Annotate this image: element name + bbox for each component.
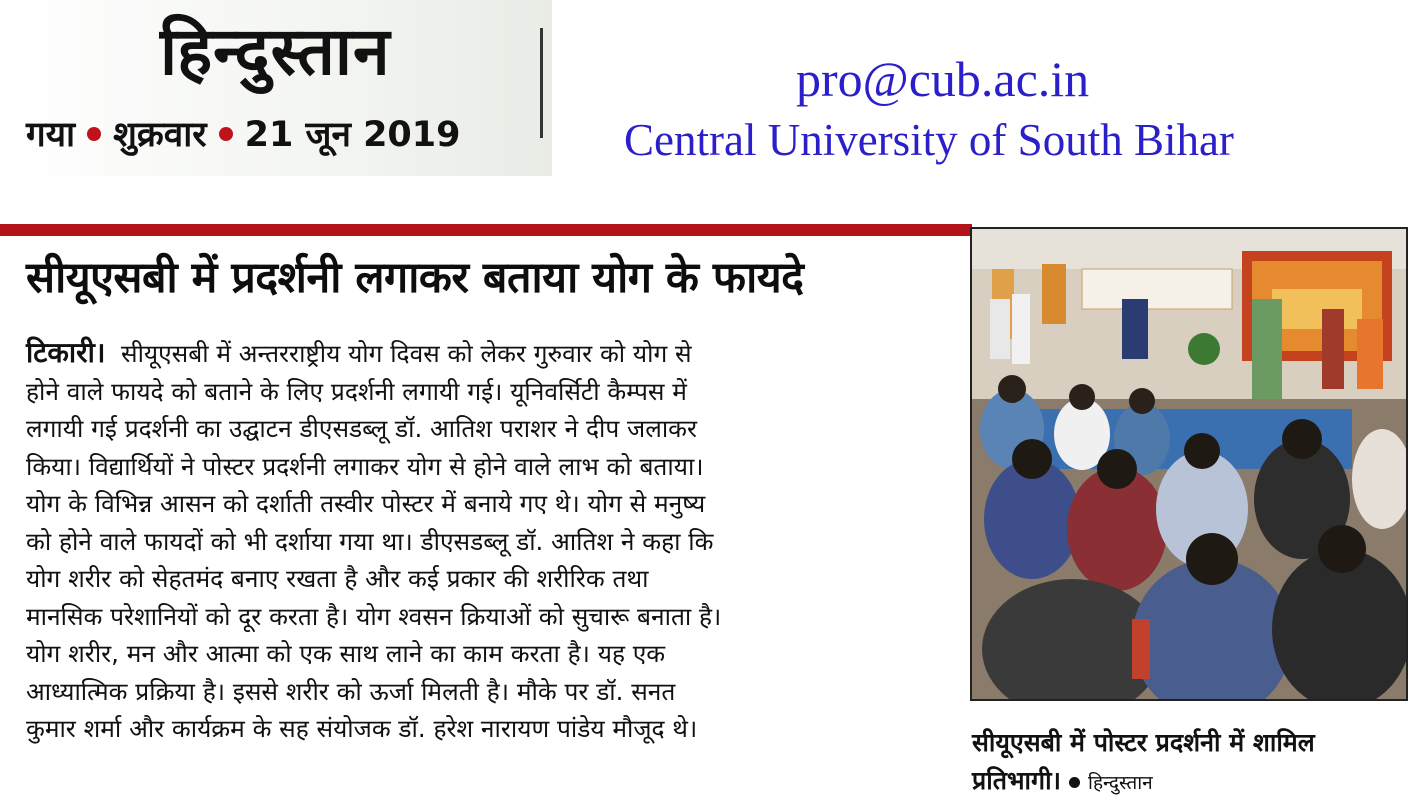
bullet-icon bbox=[219, 127, 233, 141]
newspaper-masthead bbox=[0, 0, 552, 176]
article-line: टिकारी। सीयूएसबी में अन्तरराष्ट्रीय योग दिवस को लेकर गुरुवार को योग से bbox=[26, 336, 692, 369]
event-photo bbox=[970, 227, 1408, 701]
organization-name: Central University of South Bihar bbox=[624, 115, 1234, 165]
article-body bbox=[26, 334, 946, 748]
photo-credit: हिन्दुस्तान bbox=[1088, 772, 1153, 794]
edition-date: 21 जून 2019 bbox=[244, 115, 461, 155]
event-photo-illustration bbox=[972, 229, 1406, 699]
article-line: को होने वाले फायदों को भी दर्शाया गया था। डीएसडब्लू डॉ. आतिश ने कहा कि bbox=[26, 526, 714, 556]
article-line: मानसिक परेशानियों को दूर करता है। योग श्वसन क्रियाओं को सुचारू बनाता है। bbox=[26, 601, 722, 631]
article-line: योग शरीर, मन और आत्मा को एक साथ लाने का काम करता है। यह एक bbox=[26, 639, 666, 668]
article-line: किया। विद्यार्थियों ने पोस्टर प्रदर्शनी लगाकर योग से होने वाले लाभ को बताया। bbox=[26, 451, 704, 481]
edition-dateline bbox=[26, 110, 461, 157]
photo-caption bbox=[972, 724, 1412, 802]
edition-city: गया bbox=[26, 115, 76, 155]
caption-line: सीयूएसबी में पोस्टर प्रदर्शनी में शामिल bbox=[972, 728, 1315, 757]
edition-day: शुक्रवार bbox=[113, 115, 207, 155]
article-dateline: टिकारी। bbox=[26, 336, 106, 369]
caption-line: प्रतिभागी। हिन्दुस्तान bbox=[972, 766, 1153, 795]
article-line: योग के विभिन्न आसन को दर्शाती तस्वीर पोस्टर में बनाये गए थे। योग से मनुष्य bbox=[26, 489, 706, 518]
article-line: आध्यात्मिक प्रक्रिया है। इससे शरीर को ऊर्जा मिलती है। मौके पर डॉ. सनत bbox=[26, 676, 676, 706]
article-headline: सीयूएसबी में प्रदर्शनी लगाकर बताया योग के फायदे bbox=[26, 253, 804, 303]
article-line: लगायी गई प्रदर्शनी का उद्घाटन डीएसडब्लू डॉ. आतिश पराशर ने दीप जलाकर bbox=[26, 414, 698, 443]
bullet-icon bbox=[87, 127, 101, 141]
article-line: कुमार शर्मा और कार्यक्रम के सह संयोजक डॉ. हरेश नारायण पांडेय मौजूद थे। bbox=[26, 714, 698, 743]
masthead-divider bbox=[540, 28, 543, 138]
newspaper-title: हिन्दुस्तान bbox=[160, 12, 391, 90]
article-line: योग शरीर को सेहतमंद बनाए रखता है और कई प्रकार की शरीरिक तथा bbox=[26, 564, 649, 593]
article-line: होने वाले फायदे को बताने के लिए प्रदर्शनी लगायी गई। यूनिवर्सिटी कैम्पस में bbox=[26, 376, 687, 406]
section-rule bbox=[0, 224, 972, 236]
contact-email: pro@cub.ac.in bbox=[796, 51, 1090, 107]
bullet-icon bbox=[1069, 777, 1080, 788]
